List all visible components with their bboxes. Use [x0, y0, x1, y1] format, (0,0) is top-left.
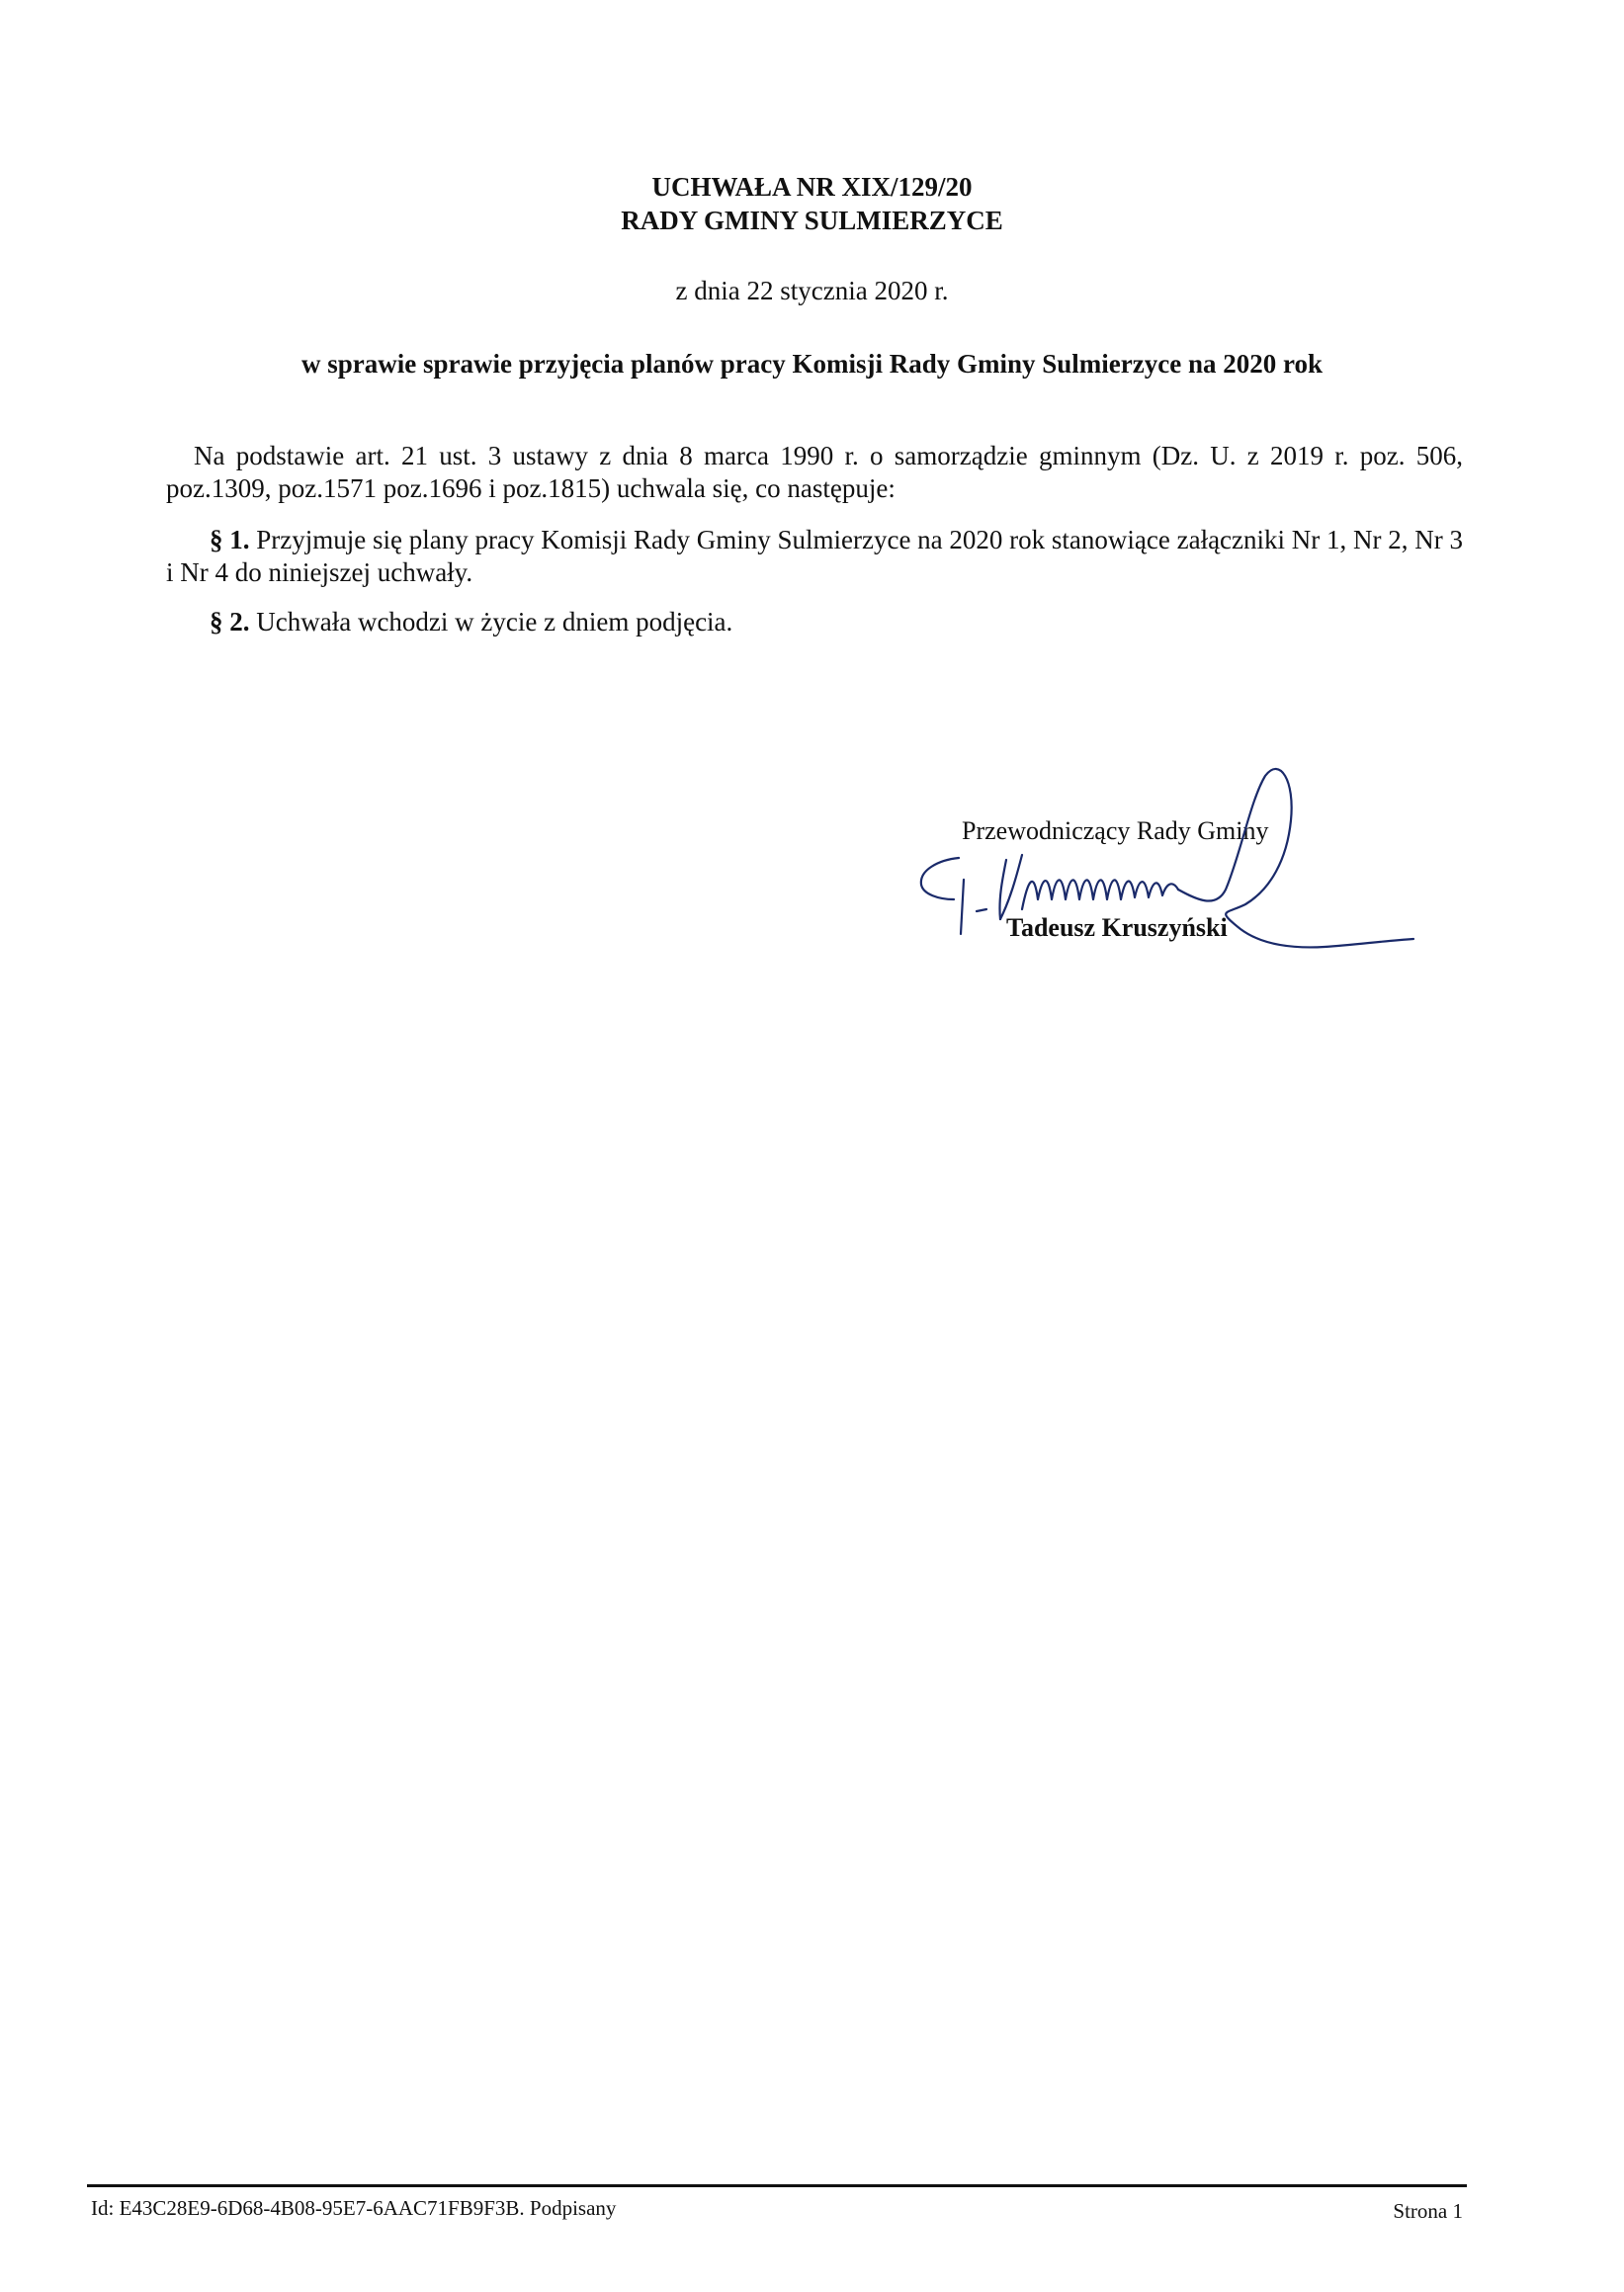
signatory-name: Tadeusz Kruszyński: [1006, 913, 1228, 942]
section-1-mark: § 1.: [210, 525, 250, 554]
signatory-title: Przewodniczący Rady Gminy: [962, 816, 1269, 845]
section-2-mark: § 2.: [210, 607, 250, 637]
council-name: RADY GMINY SULMIERZYCE: [621, 206, 1003, 235]
legal-basis-paragraph: Na podstawie art. 21 ust. 3 ustawy z dnia 8 marca 1990 r. o samorządzie gminnym (Dz. U. z 2019 r. poz. 506, poz.1309, poz.1571 poz.1696 i poz.1815) uchwala się, co następuje:: [166, 441, 1463, 503]
document-id: Id: E43C28E9-6D68-4B08-95E7-6AAC71FB9F3B. Podpisany: [91, 2196, 617, 2220]
section-1-paragraph: [166, 524, 1463, 589]
page-number: Strona 1: [1393, 2199, 1463, 2223]
resolution-subject: w sprawie sprawie przyjęcia planów pracy Komisji Rady Gminy Sulmierzyce na 2020 rok: [301, 349, 1323, 379]
resolution-number: UCHWAŁA NR XIX/129/20: [651, 172, 973, 202]
section-2-text: Uchwała wchodzi w życie z dniem podjęcia.: [256, 607, 733, 637]
footer-divider: [87, 2184, 1467, 2187]
handwritten-signature: [899, 761, 1433, 969]
section-2-paragraph: [166, 606, 1463, 638]
section-1-text: Przyjmuje się plany pracy Komisji Rady Gminy Sulmierzyce na 2020 rok stanowiące załączniki Nr 1, Nr 2, Nr 3 i Nr 4 do niniejszej uchwały.: [166, 525, 1464, 587]
resolution-date: z dnia 22 stycznia 2020 r.: [675, 276, 949, 305]
